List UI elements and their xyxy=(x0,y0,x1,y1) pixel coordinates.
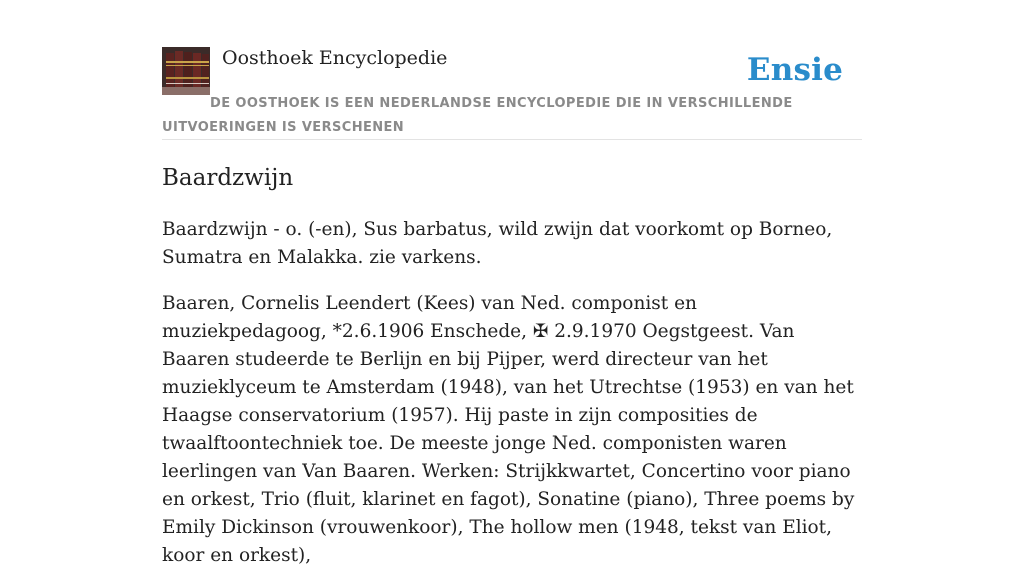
site-tagline: DE OOSTHOEK IS EEN NEDERLANDSE ENCYCLOPEDIE DIE IN VERSCHILLENDE UITVOERINGEN IS VERSCHENEN xyxy=(162,96,793,135)
site-header xyxy=(162,46,862,140)
article-paragraph: Baardzwijn - o. (-en), Sus barbatus, wild zwijn dat voorkomt op Borneo, Sumatra en Malakka. zie varkens. xyxy=(162,219,833,268)
brand-logo[interactable]: Ensie xyxy=(746,52,843,88)
site-title[interactable]: Oosthoek Encyclopedie xyxy=(222,47,448,69)
article-title: Baardzwijn xyxy=(162,165,294,191)
article-paragraph: Baaren, Cornelis Leendert (Kees) van Ned. componist en muziekpedagoog, *2.6.1906 Enschede, ✠ 2.9.1970 Oegstgeest. Van Baaren studeerde te Berlijn en bij Pijper, werd directeur van het muzieklyceum te Amsterdam (1948), van het Utrechtse (1953) en van het Haagse conservatorium (1957). Hij paste in zijn composities de twaalftoontechniek toe. De meeste jonge Ned. componisten waren leerlingen van Van Baaren. Werken: Strijkkwartet, Concertino voor piano en orkest, Trio (fluit, klarinet en fagot), Sonatine (piano), Three poems by Emily Dickinson (vrouwenkoor), The hollow men (1948, tekst van Eliot, koor en orkest), xyxy=(162,293,855,566)
book-spines-avatar-icon[interactable] xyxy=(162,47,210,95)
article xyxy=(162,162,862,588)
